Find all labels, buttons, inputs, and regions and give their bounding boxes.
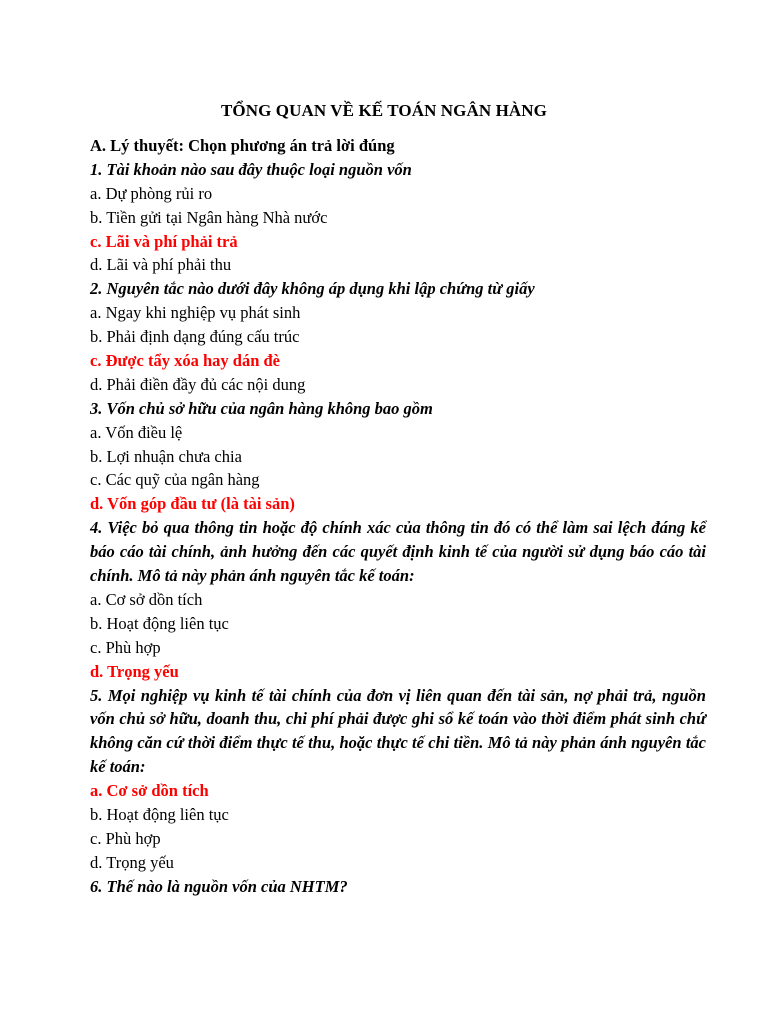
question-2: 2. Nguyên tắc nào dưới đây không áp dụng khi lập chứng từ giấy xyxy=(90,279,535,299)
q5-option-a-correct: a. Cơ sở dồn tích xyxy=(90,781,209,801)
q4-option-c: c. Phù hợp xyxy=(90,637,161,657)
q3-option-a: a. Vốn điều lệ xyxy=(90,422,183,442)
q5-option-d: d. Trọng yếu xyxy=(90,852,174,872)
q2-option-d: d. Phải điền đầy đủ các nội dung xyxy=(90,374,306,394)
q2-option-a: a. Ngay khi nghiệp vụ phát sinh xyxy=(90,303,301,323)
q1-option-d: d. Lãi và phí phải thu xyxy=(90,255,232,275)
document-content xyxy=(90,134,706,899)
question-5: 5. Mọi nghiệp vụ kinh tế tài chính của đơn vị liên quan đến tài sản, nợ phải trả, nguồn vốn chủ sở hữu, doanh thu, chi phí phải được ghi sổ kế toán vào thời điểm phát sinh chứ không căn cứ thời điểm thực tế thu, hoặc thực tế chi tiền. Mô tả này phản ánh nguyên tắc kế toán: xyxy=(90,685,706,777)
q5-option-b: b. Hoạt động liên tục xyxy=(90,805,229,825)
q2-option-b: b. Phải định dạng đúng cấu trúc xyxy=(90,327,300,347)
question-6: 6. Thế nào là nguồn vốn của NHTM? xyxy=(90,876,348,896)
q4-option-b: b. Hoạt động liên tục xyxy=(90,613,229,633)
question-1: 1. Tài khoản nào sau đây thuộc loại nguồn vốn xyxy=(90,159,412,179)
q1-option-b: b. Tiền gửi tại Ngân hàng Nhà nước xyxy=(90,207,328,227)
q5-option-c: c. Phù hợp xyxy=(90,828,161,848)
q2-option-c-correct: c. Được tẩy xóa hay dán đè xyxy=(90,351,280,371)
document-title: TỔNG QUAN VỀ KẾ TOÁN NGÂN HÀNG xyxy=(220,101,548,120)
q3-option-d-correct: d. Vốn góp đầu tư (là tài sản) xyxy=(90,494,295,514)
q1-option-a: a. Dự phòng rủi ro xyxy=(90,183,213,203)
section-heading: A. Lý thuyết: Chọn phương án trả lời đúng xyxy=(90,136,395,155)
q4-option-d-correct: d. Trọng yếu xyxy=(90,661,179,681)
q3-option-b: b. Lợi nhuận chưa chia xyxy=(90,446,242,466)
q3-option-c: c. Các quỹ của ngân hàng xyxy=(90,470,260,490)
question-4: 4. Việc bỏ qua thông tin hoặc độ chính xác của thông tin đó có thể làm sai lệch đáng kể báo cáo tài chính, ảnh hưởng đến các quyết định kinh tế của người sử dụng báo cáo tài chính. Mô tả này phản ánh nguyên tắc kế toán: xyxy=(90,518,706,586)
q1-option-c-correct: c. Lãi và phí phải trả xyxy=(90,231,238,251)
question-3: 3. Vốn chủ sở hữu của ngân hàng không bao gồm xyxy=(90,398,433,418)
q4-option-a: a. Cơ sở dồn tích xyxy=(90,589,203,609)
